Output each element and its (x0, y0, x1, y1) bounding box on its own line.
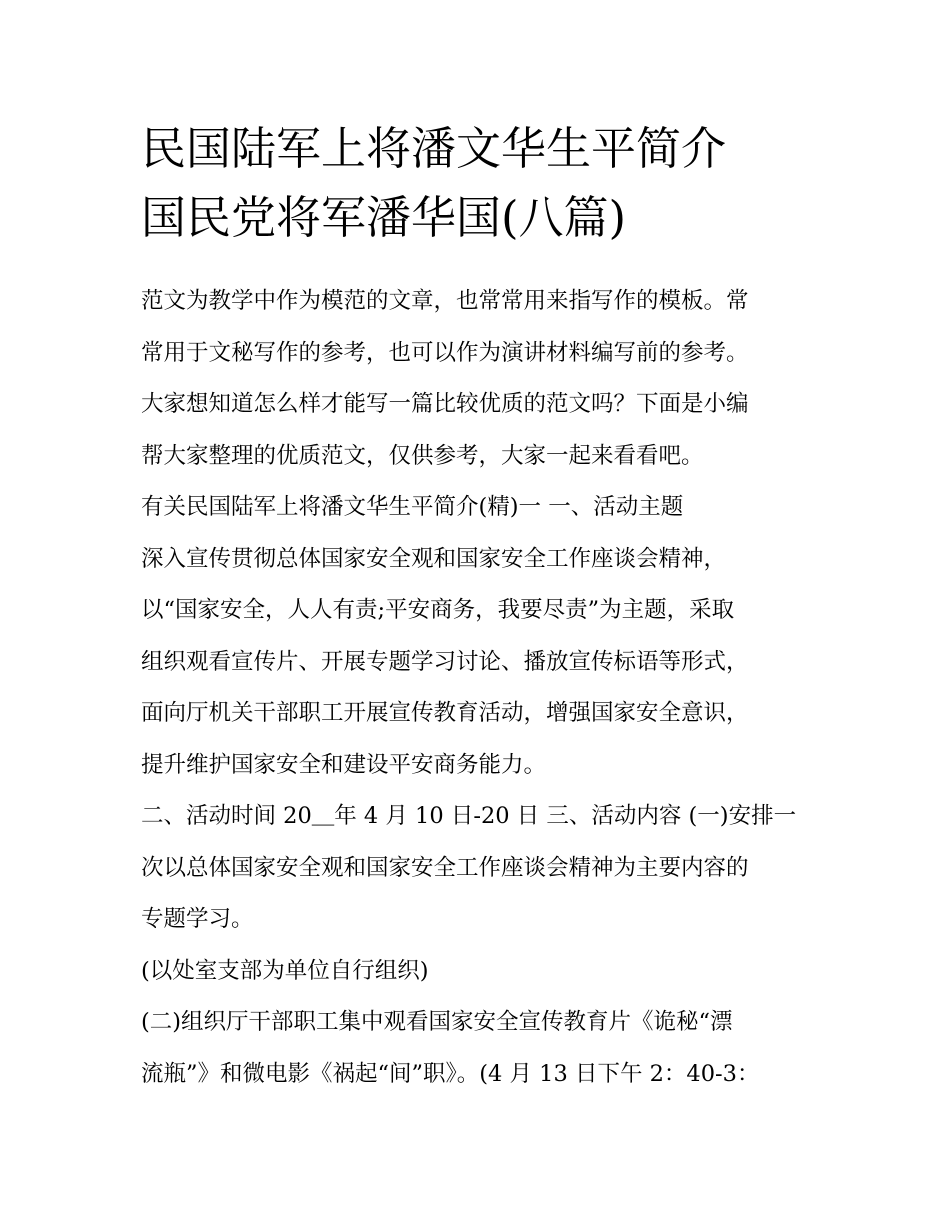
body-line: (以处室支部为单位自行组织) (141, 957, 429, 984)
document-body (141, 283, 821, 1107)
body-line: 提升维护国家安全和建设平安商务能力。 (141, 751, 547, 778)
document-title (141, 114, 831, 252)
body-line: 帮大家整理的优质范文，仅供参考，大家一起来看看吧。 (141, 442, 704, 469)
title-line-2: 国民党将军潘华国(八篇) (141, 191, 627, 244)
body-line: 次以总体国家安全观和国家安全工作座谈会精神为主要内容的 (141, 854, 749, 881)
body-line: 以“国家安全，人人有责;平安商务，我要尽责”为主题，采取 (141, 597, 735, 623)
body-line: 流瓶”》和微电影《祸起“间”职》。(4 月 13 日下午 2：40-3： (141, 1060, 760, 1087)
body-line: 有关民国陆军上将潘文华生平简介(精)一 一、活动主题 (141, 494, 684, 520)
body-line: 组织观看宣传片、开展专题学习讨论、播放宣传标语等形式， (141, 648, 749, 675)
body-line: 范文为教学中作为模范的文章，也常常用来指写作的模板。常 (141, 288, 749, 314)
body-line: 深入宣传贯彻总体国家安全观和国家安全工作座谈会精神， (141, 545, 727, 572)
title-line-1: 民国陆军上将潘文华生平简介 (141, 122, 727, 175)
body-line: 专题学习。 (141, 906, 254, 932)
body-line: 面向厅机关干部职工开展宣传教育活动，增强国家安全意识， (141, 700, 749, 726)
body-line: (二)组织厅干部职工集中观看国家安全宣传教育片《诡秘“漂 (141, 1009, 733, 1035)
body-line: 大家想知道怎么样才能写一篇比较优质的范文吗？下面是小编 (141, 391, 749, 417)
body-line: 二、活动时间 20＿年 4 月 10 日-20 日 三、活动内容 (一)安排一 (141, 803, 797, 829)
body-line: 常用于文秘写作的参考，也可以作为演讲材料编写前的参考。 (141, 339, 749, 366)
